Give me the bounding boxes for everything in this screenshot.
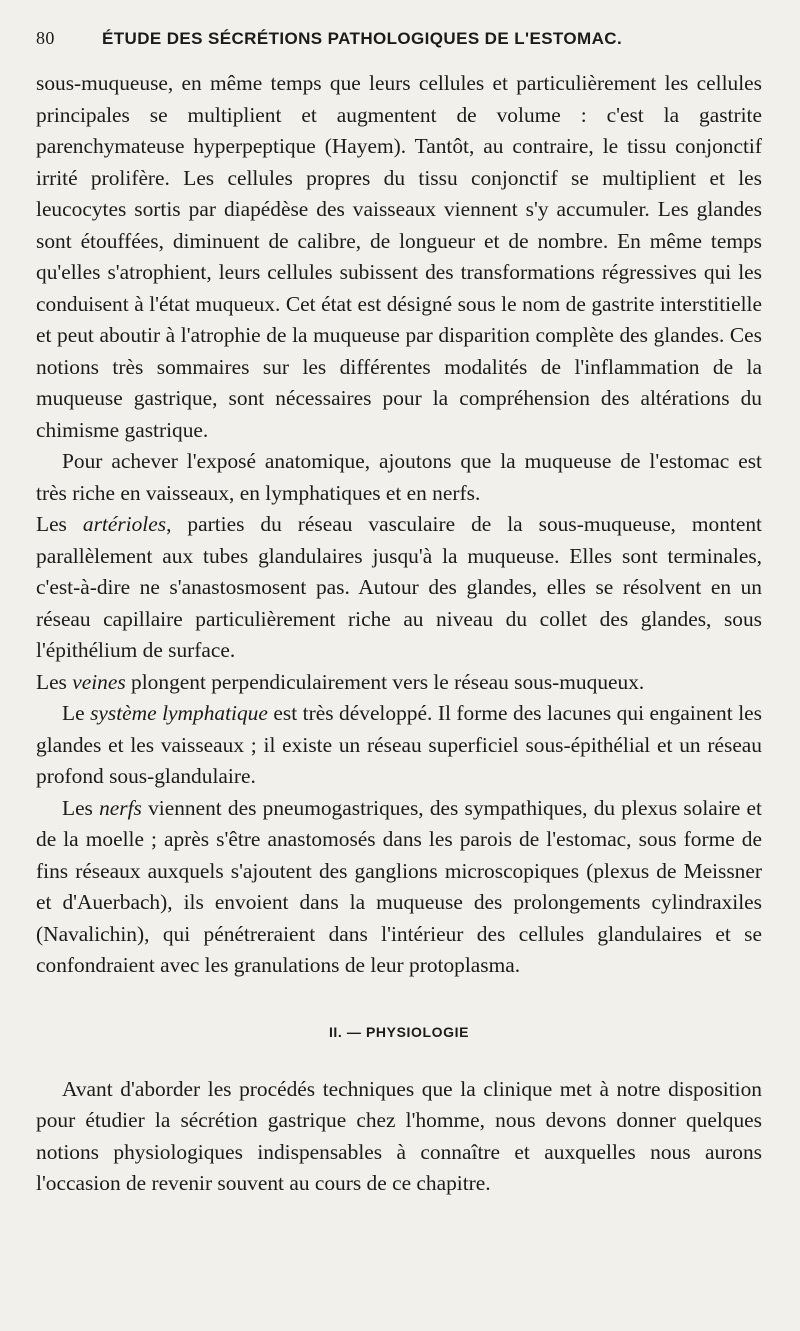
- paragraph-continuation: sous-muqueuse, en même temps que leurs cellules et particulièrement les cellules principales se multiplient et augmentent de volume : c'est la gastrite parenchymateuse hyperpeptique (Hayem). Tantôt, au contraire, le tissu conjonctif irrité prolifère. Les cellules propres du tissu conjonctif se multiplient et les leucocytes sortis par diapédèse des vaisseaux viennent s'y accumuler. Les glandes sont étouffées, diminuent de calibre, de longueur et de nombre. En même temps qu'elles s'atrophient, leurs cellules subissent des transformations régressives qui les conduisent à l'état muqueux. Cet état est désigné sous le nom de gastrite interstitielle et peut aboutir à l'atrophie de la muqueuse par disparition complète des glandes. Ces notions très sommaires sur les différentes modalités de l'inflammation de la muqueuse gastrique, sont nécessaires pour la compréhension des altérations du chimisme gastrique.: [36, 71, 762, 442]
- paragraph-lymphatique: Le système lymphatique est très développé. Il forme des lacunes qui engainent les glandes et les vaisseaux ; il existe un réseau superficiel sous-épithélial et un réseau profond sous-glandulaire.: [36, 701, 762, 788]
- running-title: ÉTUDE DES SÉCRÉTIONS PATHOLOGIQUES DE L'ESTOMAC.: [102, 29, 623, 48]
- page-number: 80: [36, 28, 55, 48]
- term-veines: veines: [72, 669, 126, 694]
- paragraph-physiologie-intro: Avant d'aborder les procédés techniques que la clinique met à notre disposition pour étudier la sécrétion gastrique chez l'homme, nous devons donner quelques notions physiologiques indispensables à connaître et auxquelles nous aurons l'occasion de revenir souvent au cours de ce chapitre.: [36, 1076, 762, 1195]
- term-systeme-lymphatique: système lymphatique: [90, 701, 268, 725]
- term-arterioles: artérioles: [82, 512, 167, 536]
- paragraph-nerfs: Les nerfs viennent des pneumogastriques, des sympathiques, du plexus solaire et de la moelle ; après s'être anastomosés dans les parois de l'estomac, sous forme de fins réseaux auxquels s'ajoutent des ganglions microscopiques (plexus de Meissner et d'Auerbach), ils envoient dans la muqueuse des prolongements cylindraxiles (Navalichin), qui pénétreraient dans l'intérieur des cellules glandulaires et se confondraient avec les granulations de leur protoplasma.: [36, 795, 762, 977]
- paragraph-arterioles: Les artérioles, parties du réseau vasculaire de la sous-muqueuse, montent parallèlement aux tubes glandulaires jusqu'à la muqueuse. Elles sont terminales, c'est-à-dire ne s'anastosmosent pas. Autour des glandes, elles se résolvent en un réseau capillaire particulièrement riche au niveau du collet des glandes, sous l'épithélium de surface.: [36, 512, 762, 662]
- term-nerfs: nerfs: [99, 795, 142, 820]
- paragraph-anatomy-summary: Pour achever l'exposé anatomique, ajoutons que la muqueuse de l'estomac est très riche en vaisseaux, en lymphatiques et en nerfs.: [36, 449, 762, 505]
- body-text: [36, 68, 762, 982]
- paragraph-veines: Les veines plongent perpendiculairement vers le réseau sous-muqueux.: [36, 669, 645, 694]
- section-heading: II. — PHYSIOLOGIE: [328, 1023, 470, 1040]
- running-head: [36, 28, 762, 68]
